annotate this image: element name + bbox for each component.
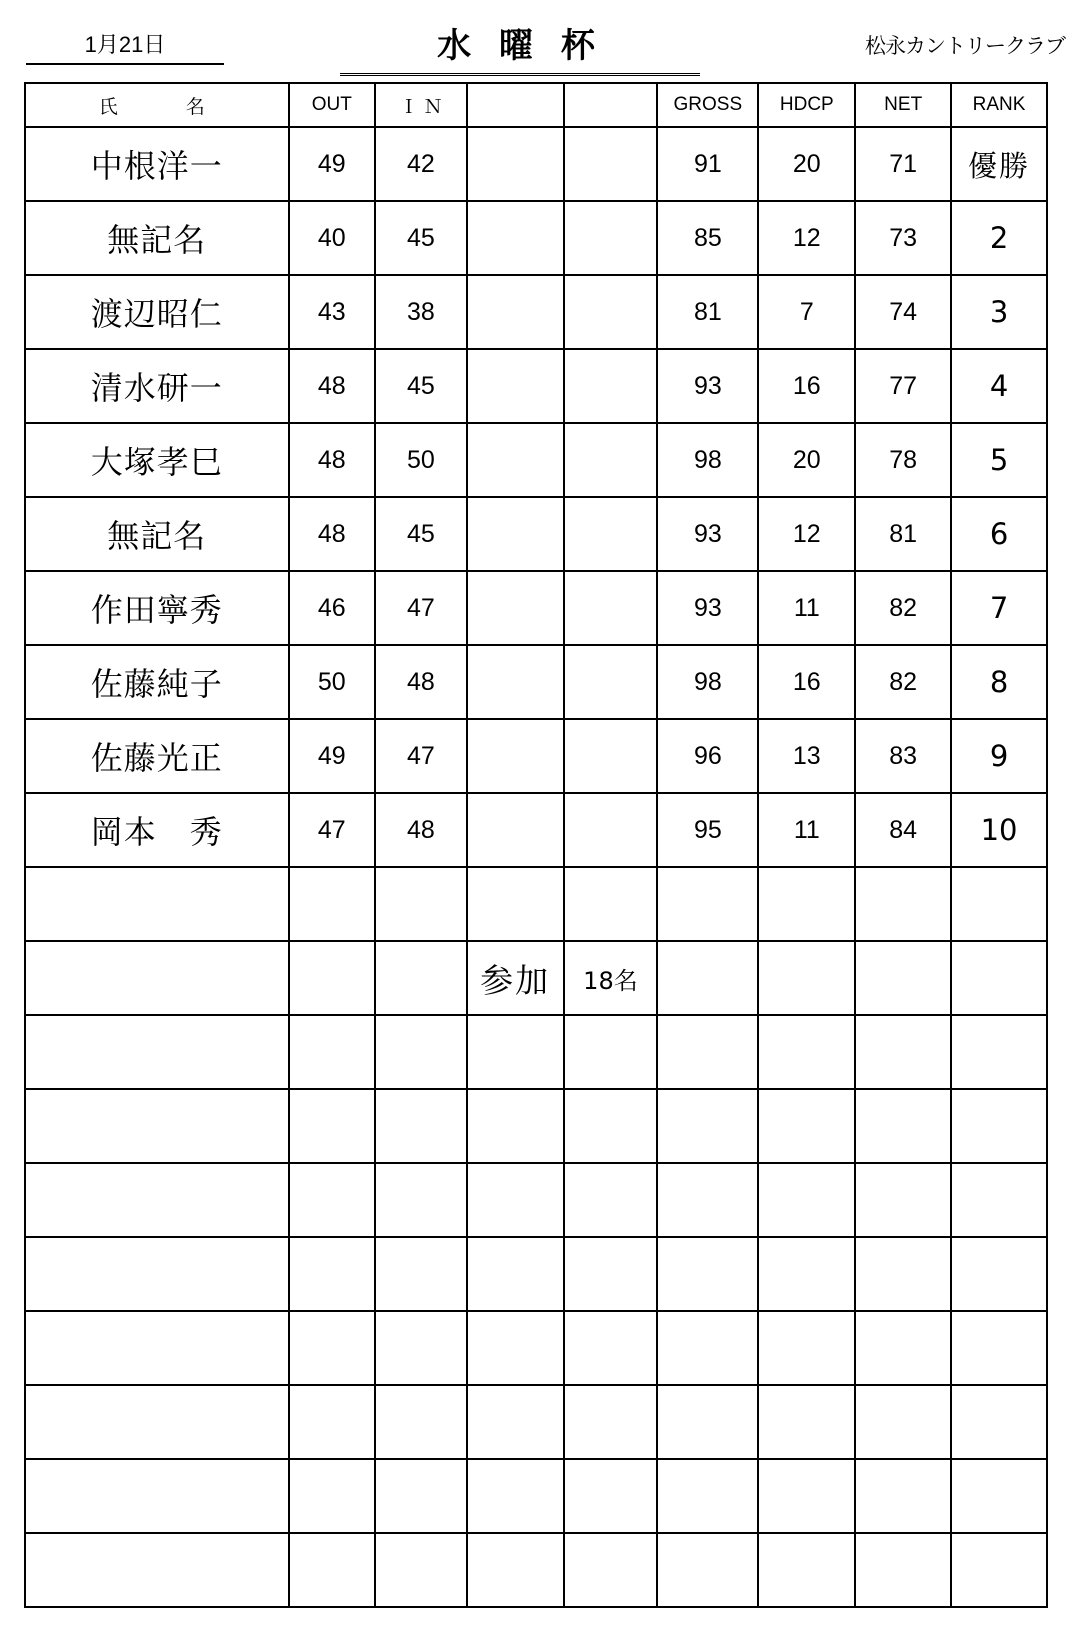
cell-rank: 2 xyxy=(951,201,1047,275)
cell-out: 48 xyxy=(289,349,375,423)
empty-cell xyxy=(289,1385,375,1459)
empty-cell xyxy=(657,1237,758,1311)
empty-cell xyxy=(951,1237,1047,1311)
empty-cell xyxy=(289,1237,375,1311)
empty-cell xyxy=(855,1015,951,1089)
cell-player-name: 作田寧秀 xyxy=(25,571,289,645)
cell-rank: 5 xyxy=(951,423,1047,497)
cell-blank2 xyxy=(564,349,658,423)
event-date: 1月21日 xyxy=(26,28,224,65)
empty-cell xyxy=(289,1089,375,1163)
cell-gross: 93 xyxy=(657,497,758,571)
cell-blank1 xyxy=(467,201,564,275)
column-header-out: OUT xyxy=(289,83,375,127)
cell-out: 48 xyxy=(289,497,375,571)
empty-cell xyxy=(758,1015,855,1089)
cell-gross: 93 xyxy=(657,349,758,423)
cell-net: 82 xyxy=(855,645,951,719)
cell-blank1 xyxy=(467,645,564,719)
cell-gross: 85 xyxy=(657,201,758,275)
cell-hdcp: 7 xyxy=(758,275,855,349)
empty-cell xyxy=(758,1089,855,1163)
cell-rank: 4 xyxy=(951,349,1047,423)
empty-cell xyxy=(467,1533,564,1607)
table-row xyxy=(25,201,1047,275)
empty-cell xyxy=(855,1163,951,1237)
empty-cell xyxy=(467,1163,564,1237)
cell-hdcp: 12 xyxy=(758,201,855,275)
cell-rank: 優勝 xyxy=(951,127,1047,201)
cell-blank1 xyxy=(467,349,564,423)
empty-cell xyxy=(855,1089,951,1163)
empty-cell xyxy=(657,1459,758,1533)
cell-out: 46 xyxy=(289,571,375,645)
empty-cell xyxy=(375,1089,467,1163)
empty-cell xyxy=(564,1385,658,1459)
cell-player-name: 佐藤純子 xyxy=(25,645,289,719)
empty-cell xyxy=(951,1385,1047,1459)
column-header-in: Ｉ Ｎ xyxy=(375,83,467,127)
table-row xyxy=(25,645,1047,719)
empty-cell xyxy=(25,1163,289,1237)
empty-cell xyxy=(951,1089,1047,1163)
cell-in: 42 xyxy=(375,127,467,201)
table-row xyxy=(25,719,1047,793)
cell-net: 83 xyxy=(855,719,951,793)
empty-cell xyxy=(758,1385,855,1459)
table-row xyxy=(25,497,1047,571)
table-row xyxy=(25,571,1047,645)
club-name: 松永カントリークラブ xyxy=(865,35,1065,58)
cell-out: 48 xyxy=(289,423,375,497)
cell-gross: 98 xyxy=(657,423,758,497)
table-row xyxy=(25,275,1047,349)
empty-cell xyxy=(758,1311,855,1385)
cell-in: 47 xyxy=(375,719,467,793)
empty-cell xyxy=(375,1533,467,1607)
empty-cell xyxy=(564,1015,658,1089)
cell-blank1 xyxy=(467,423,564,497)
empty-cell xyxy=(951,1459,1047,1533)
empty-cell xyxy=(657,1089,758,1163)
empty-row xyxy=(25,1089,1047,1163)
column-header-gross: GROSS xyxy=(657,83,758,127)
empty-row xyxy=(25,1237,1047,1311)
cell-gross: 91 xyxy=(657,127,758,201)
table-row xyxy=(25,793,1047,867)
cell-out: 47 xyxy=(289,793,375,867)
cell-player-name: 渡辺昭仁 xyxy=(25,275,289,349)
empty-row xyxy=(25,1385,1047,1459)
cell-rank: 7 xyxy=(951,571,1047,645)
empty-cell xyxy=(467,1089,564,1163)
empty-cell xyxy=(657,1311,758,1385)
empty-cell xyxy=(375,1237,467,1311)
cell-blank1 xyxy=(467,127,564,201)
empty-cell xyxy=(758,941,855,1015)
cell-hdcp: 12 xyxy=(758,497,855,571)
cell-blank1 xyxy=(467,275,564,349)
cell-net: 84 xyxy=(855,793,951,867)
empty-row xyxy=(25,867,1047,941)
cell-player-name: 大塚孝巳 xyxy=(25,423,289,497)
empty-cell xyxy=(855,941,951,1015)
cell-net: 74 xyxy=(855,275,951,349)
empty-cell xyxy=(564,1459,658,1533)
empty-cell xyxy=(25,1237,289,1311)
empty-cell xyxy=(375,1163,467,1237)
empty-cell xyxy=(951,1163,1047,1237)
cell-blank2 xyxy=(564,423,658,497)
cell-in: 50 xyxy=(375,423,467,497)
empty-cell xyxy=(758,1533,855,1607)
cell-blank2 xyxy=(564,497,658,571)
empty-cell xyxy=(951,867,1047,941)
empty-cell xyxy=(25,941,289,1015)
cell-blank2 xyxy=(564,201,658,275)
empty-cell xyxy=(855,867,951,941)
empty-row xyxy=(25,1533,1047,1607)
empty-cell xyxy=(375,941,467,1015)
cell-in: 45 xyxy=(375,497,467,571)
cell-rank: 8 xyxy=(951,645,1047,719)
cell-rank: 9 xyxy=(951,719,1047,793)
empty-cell xyxy=(657,941,758,1015)
empty-cell xyxy=(855,1237,951,1311)
empty-cell xyxy=(25,1089,289,1163)
cell-net: 82 xyxy=(855,571,951,645)
empty-cell xyxy=(289,1163,375,1237)
column-header-rank: RANK xyxy=(951,83,1047,127)
empty-cell xyxy=(289,1015,375,1089)
column-header-blank2 xyxy=(564,83,658,127)
cell-net: 71 xyxy=(855,127,951,201)
cell-player-name: 岡本 秀 xyxy=(25,793,289,867)
cell-player-name: 佐藤光正 xyxy=(25,719,289,793)
participants-label: 参加 xyxy=(467,941,564,1015)
cell-out: 49 xyxy=(289,127,375,201)
participants-count: 18名 xyxy=(564,941,658,1015)
empty-cell xyxy=(289,1459,375,1533)
empty-cell xyxy=(564,1533,658,1607)
empty-cell xyxy=(467,867,564,941)
empty-cell xyxy=(289,867,375,941)
column-header-name: 氏 名 xyxy=(25,83,289,127)
empty-cell xyxy=(564,1089,658,1163)
empty-cell xyxy=(564,1237,658,1311)
page-header xyxy=(0,0,1073,76)
cell-net: 77 xyxy=(855,349,951,423)
empty-cell xyxy=(25,1459,289,1533)
empty-cell xyxy=(951,1311,1047,1385)
cell-player-name: 清水研一 xyxy=(25,349,289,423)
cell-gross: 95 xyxy=(657,793,758,867)
empty-cell xyxy=(564,1163,658,1237)
table-row xyxy=(25,349,1047,423)
cell-in: 47 xyxy=(375,571,467,645)
column-header-net: NET xyxy=(855,83,951,127)
cell-gross: 81 xyxy=(657,275,758,349)
column-header-blank1 xyxy=(467,83,564,127)
empty-cell xyxy=(855,1385,951,1459)
cell-player-name: 無記名 xyxy=(25,497,289,571)
table-row xyxy=(25,423,1047,497)
empty-cell xyxy=(951,1533,1047,1607)
empty-cell xyxy=(467,1311,564,1385)
empty-cell xyxy=(657,1163,758,1237)
empty-cell xyxy=(758,867,855,941)
empty-cell xyxy=(289,941,375,1015)
cell-player-name: 無記名 xyxy=(25,201,289,275)
cell-blank1 xyxy=(467,497,564,571)
empty-cell xyxy=(375,1311,467,1385)
cell-hdcp: 11 xyxy=(758,793,855,867)
empty-cell xyxy=(758,1163,855,1237)
cell-gross: 93 xyxy=(657,571,758,645)
cell-blank1 xyxy=(467,571,564,645)
cell-out: 50 xyxy=(289,645,375,719)
cell-in: 45 xyxy=(375,201,467,275)
empty-cell xyxy=(758,1459,855,1533)
score-table xyxy=(24,82,1048,1608)
cell-in: 38 xyxy=(375,275,467,349)
empty-cell xyxy=(289,1311,375,1385)
cell-blank2 xyxy=(564,127,658,201)
page-title: 水 曜 杯 xyxy=(340,18,700,76)
cell-out: 40 xyxy=(289,201,375,275)
column-header-hdcp: HDCP xyxy=(758,83,855,127)
empty-cell xyxy=(657,1385,758,1459)
cell-in: 48 xyxy=(375,645,467,719)
empty-cell xyxy=(375,867,467,941)
empty-cell xyxy=(564,867,658,941)
empty-cell xyxy=(758,1237,855,1311)
cell-hdcp: 16 xyxy=(758,349,855,423)
empty-cell xyxy=(564,1311,658,1385)
empty-cell xyxy=(855,1311,951,1385)
empty-row xyxy=(25,1459,1047,1533)
cell-gross: 98 xyxy=(657,645,758,719)
cell-out: 49 xyxy=(289,719,375,793)
cell-rank: 10 xyxy=(951,793,1047,867)
cell-hdcp: 11 xyxy=(758,571,855,645)
table-header-row xyxy=(25,83,1047,127)
empty-cell xyxy=(375,1385,467,1459)
cell-player-name: 中根洋一 xyxy=(25,127,289,201)
empty-cell xyxy=(657,867,758,941)
cell-rank: 3 xyxy=(951,275,1047,349)
empty-cell xyxy=(25,1311,289,1385)
empty-cell xyxy=(467,1459,564,1533)
participants-row xyxy=(25,941,1047,1015)
cell-hdcp: 20 xyxy=(758,127,855,201)
cell-hdcp: 20 xyxy=(758,423,855,497)
empty-cell xyxy=(855,1533,951,1607)
cell-hdcp: 13 xyxy=(758,719,855,793)
cell-blank2 xyxy=(564,645,658,719)
empty-cell xyxy=(25,1015,289,1089)
empty-cell xyxy=(657,1533,758,1607)
empty-cell xyxy=(657,1015,758,1089)
cell-blank2 xyxy=(564,719,658,793)
empty-row xyxy=(25,1015,1047,1089)
cell-hdcp: 16 xyxy=(758,645,855,719)
empty-row xyxy=(25,1163,1047,1237)
empty-cell xyxy=(467,1237,564,1311)
cell-net: 73 xyxy=(855,201,951,275)
cell-net: 81 xyxy=(855,497,951,571)
cell-net: 78 xyxy=(855,423,951,497)
empty-cell xyxy=(289,1533,375,1607)
empty-cell xyxy=(25,1533,289,1607)
empty-cell xyxy=(25,1385,289,1459)
cell-out: 43 xyxy=(289,275,375,349)
empty-cell xyxy=(467,1015,564,1089)
cell-in: 45 xyxy=(375,349,467,423)
empty-cell xyxy=(467,1385,564,1459)
cell-blank2 xyxy=(564,793,658,867)
empty-cell xyxy=(951,941,1047,1015)
table-row xyxy=(25,127,1047,201)
cell-blank1 xyxy=(467,793,564,867)
cell-in: 48 xyxy=(375,793,467,867)
empty-cell xyxy=(951,1015,1047,1089)
empty-row xyxy=(25,1311,1047,1385)
cell-blank2 xyxy=(564,571,658,645)
empty-cell xyxy=(25,867,289,941)
cell-blank2 xyxy=(564,275,658,349)
empty-cell xyxy=(375,1459,467,1533)
cell-rank: 6 xyxy=(951,497,1047,571)
cell-gross: 96 xyxy=(657,719,758,793)
empty-cell xyxy=(855,1459,951,1533)
empty-cell xyxy=(375,1015,467,1089)
cell-blank1 xyxy=(467,719,564,793)
